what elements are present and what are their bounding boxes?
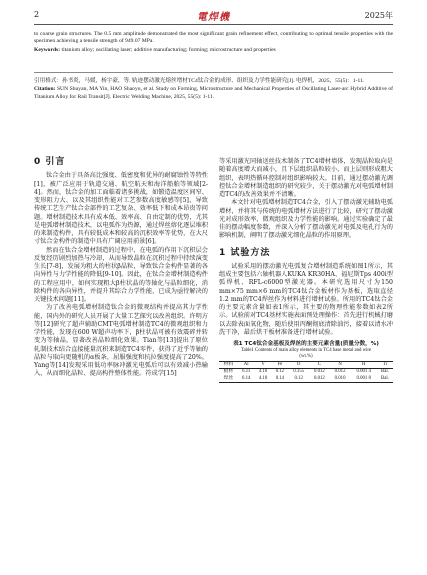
intro-paragraph: 本文针对电弧增材制造TC4合金，引入了摆动激光辅助电弧增材，并将其与传统的电弧增材方法进行了比较，研究了摆动激光对成形效率、微观组织及力学性能的影响。通过实验确定了最佳的摆动幅度参数，并深入分析了摆动激光对电弧及电孔行为的影响机制，阐明了摆动激光细化晶粒的作用原理。: [219, 199, 393, 240]
abstract-english: [34, 31, 393, 54]
table-cell: 0.001 8: [350, 376, 377, 383]
table-cell: 4.10: [258, 369, 268, 375]
table-header-cell: Ti: [377, 362, 393, 369]
running-header: [34, 8, 393, 24]
citation-label: Citation:: [34, 86, 56, 93]
citation-en-text: SUN Shuyan, MA Yin, HAO Shaoyu, et al. Study on Forming, Microstructure and Mechanical Properties of Oscillating Laser-arc Hybrid Additive of Titanium Alloy for Rail Transit[J]. Electric Welding Machine, 2025, 55(5): 1-11.: [34, 86, 393, 100]
section-0-title: 0 引言: [34, 157, 66, 167]
keywords-text: titanium alloy; oscillating laser; additive manufacturing; forming; microstructure and properties: [61, 46, 276, 53]
table-cell: 0.001 4: [356, 369, 371, 375]
table1-caption-en: Table1 Contents of main alloy elements in TC4 base metal and wire: [240, 348, 372, 354]
keywords-label: Keywords:: [34, 46, 61, 53]
intro-paragraph: 然而在钛合金增材制造的过程中，在电弧的作用下沉积层会反复经历剧烈加热与冷却，从而导致晶粒在沉积过程中持续演变生长[7-8]，发展为粗大的柱状β晶粒，导致钛合金构件显著的各向异性与力学性能的降低[9-10]。因此，在钛合金增材制造构件的工程应用中，如何实现粗大β柱状晶的等轴化与晶粒细化，消除构件的各向异性，并提升其综合力学性能，已成为亟待解决的关键技术问题[11]。: [34, 246, 208, 303]
table-header-cell: Fe: [271, 362, 288, 369]
table1-caption-en-unit: (wt.%): [299, 354, 313, 360]
table-cell: 6.11: [242, 369, 251, 375]
table-header-cell: O: [288, 362, 309, 369]
table-cell: 0.155: [293, 369, 305, 375]
intro-continued-paragraph: 等采用激光同轴送丝技术制备了TC4增材墙体，发现晶粒取向是随着高度增大而减小，且下层组织晶粒较小，而上层则形成粗大组织，表明热循环控制对组织影响较大。目前，通过摆动激光调控钛合金增材制造组织的研究较少，关于摆动激光对电弧增材制造TC4的改善效果并不清晰。: [219, 158, 393, 198]
table-cell: 0.12: [288, 376, 309, 383]
keywords: [34, 47, 393, 54]
table-cell: 6.14: [238, 376, 255, 383]
intro-paragraph: 钛合金由于具备高比强度、低密度和优异的耐腐蚀性等特性[1]，被广泛应用于轨道交通、航空航天和海洋船舶等领域[2-4]。然而，钛合金的加工面临着诸多挑战，如锻造温度区间窄、变形阻力大、以及其组织性能对工艺参数高度敏感等[5]，导致传统工艺生产钛合金部件的工艺复杂、效率低下和成本昂贵等问题。增材制造技术具有成本低、效率高、自由定制的优势，尤其是电弧增材制造技术，以电弧作为热源，通过焊丝熔化逐层堆积的来制造构件，具有较低成本和较高的沉积效率等优势，在大尺寸钛合金构件的制造中具有广阔应用前景[6]。: [34, 172, 208, 246]
section-1-title: 1 试验方法: [219, 247, 271, 258]
table-row: [219, 369, 393, 376]
table-cell: 0.14: [271, 376, 288, 383]
table-cell: 焊丝: [219, 376, 238, 383]
table-header-cell: V: [255, 362, 272, 369]
abstract-divider: [34, 72, 393, 73]
table-row: [219, 376, 393, 383]
table-header-cell: Al: [238, 362, 255, 369]
table-cell: 0.012: [309, 376, 330, 383]
citation-cn: 引用格式：孙书炎，马媛，杨宇豪，等. 轨迹摆动激光熔丝增材TC4钛合金的成形、组织及力学性能研究[J]. 电焊机，2025，55(5)：1-11.: [34, 78, 365, 84]
table-header-cell: C: [309, 362, 330, 369]
citation-en: [34, 86, 393, 101]
left-column: [34, 158, 208, 379]
header-rule: [34, 24, 393, 25]
table-cell: 0.010: [330, 376, 351, 383]
page-number: 2: [34, 10, 40, 19]
citation-block: [34, 78, 393, 101]
table-cell: 0.012: [313, 369, 325, 375]
table-header-row: [219, 362, 393, 369]
right-column: [219, 158, 393, 383]
abstract-body: to coarse grain structures. The 0.5 mm amplitude demonstrated the most significant grain refinement effect, contributing to optimal tensile properties with the specimen achieving a tensile strength of 949.07 MPa.: [34, 31, 393, 45]
issue-year: 2025年: [364, 11, 393, 20]
table-cell: Bal.: [377, 376, 393, 383]
table1: [219, 361, 393, 383]
table-header-cell: N: [330, 362, 351, 369]
table-cell: Bal.: [381, 369, 389, 375]
table-cell: 4.10: [255, 376, 272, 383]
intro-paragraph: 为了改善电弧增材制造钛合金的微观结构并提高其力学性能，国内外的研究人员开展了大量工艺探究以改善组织。许明方等[12]研究了超声辅助CMT电弧增材制造TC4的微观组织和力学性能，发现在600 W超声功率下，β柱状晶可被有效震碎并转变为等轴晶，显著改善晶粒细化效果。Tian等[13]提出了原位轧制技术结合直接能量沉积来制造TC4零件，获得了近乎等轴的晶粒与取向更随机的α板条，屈服强度和抗拉强度提高了20%。Yang等[14]发现采用低功率脉冲激光电弧后可以有效减小热输入，从而细化晶粒、提高构件整体性能。符成学[15]: [34, 304, 208, 378]
table-cell: 板材: [223, 369, 234, 375]
table-cell: 0.12: [275, 369, 285, 375]
table-header-cell: H: [350, 362, 377, 369]
table-cell: 0.012: [334, 369, 346, 375]
journal-logo: 電焊機: [197, 12, 230, 23]
table1-caption-cn: 表1 TC4钛合金基板及焊丝的主要元素含量(质量分数，%): [233, 341, 379, 347]
table-header-cell: 材料: [219, 362, 238, 369]
methods-paragraph: 试验采用的摆动激光电弧复合增材制造系统如图1所示，其组成主要包括六轴机器人KUKA KR30HA、福尼斯Tps 400i型弧焊机、RFL-c6000型激光器。本研究选用尺寸为150 mm×75 mm×6 mm的TC4钛合金板材作为基板，选取直径1.2 mm的TC4焊丝作为材料进行增材试验。所用的TC4钛合金的主要元素含量如表1所示，其主要的物理性能参数如表2所示。试验前对TC4基材实施表面预处理操作：首先进行机械打磨以去除表面氧化物，随后使用丙酮彻底清除油污，接着以清水冲洗干净，最后烘干板材准备进行增材试验。: [219, 262, 393, 336]
